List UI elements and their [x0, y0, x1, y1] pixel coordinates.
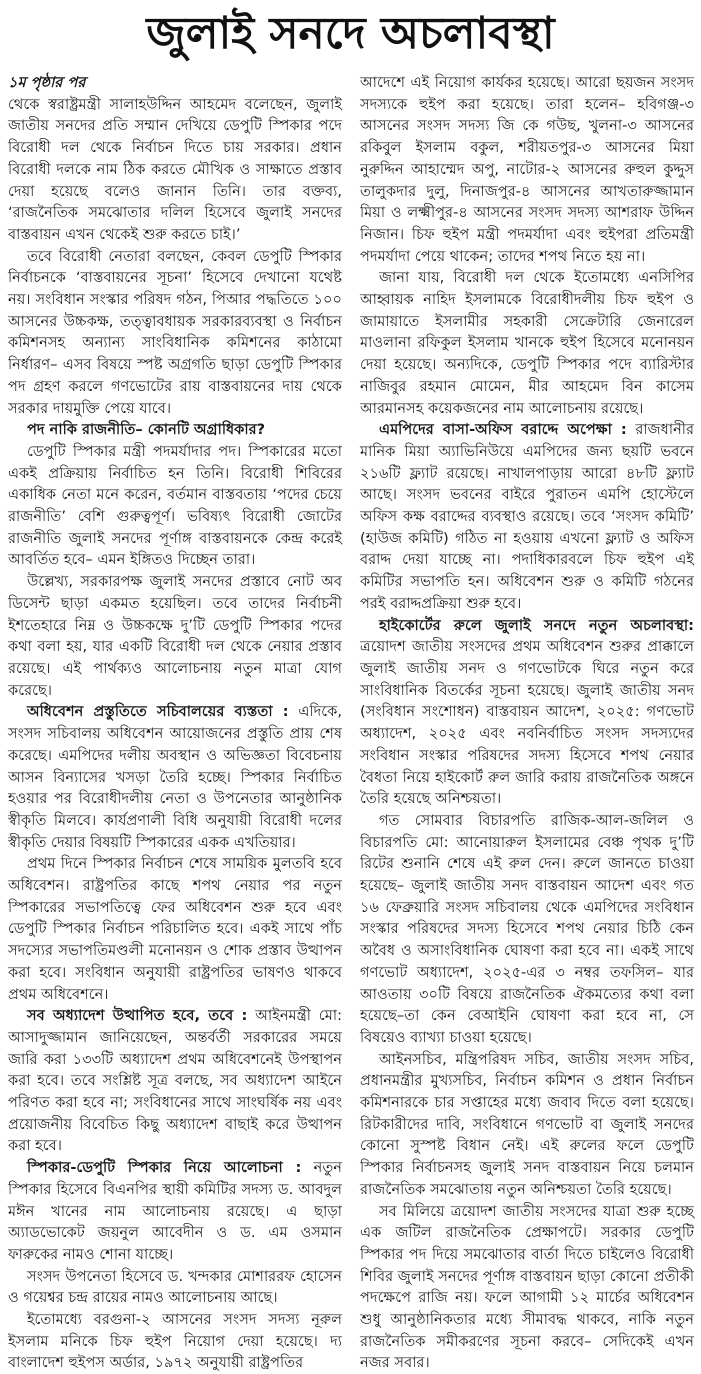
paragraph: তবে বিরোধী নেতারা বলছেন, কেবল ডেপুটি স্পিকার নির্বাচনকে ‘বাস্তবায়নের সূচনা’ হিসেবে দেখানো যথেষ্ট নয়। সংবিধান সংস্কার পরিষদ গঠন, পিআর পদ্ধতিতে ১০০ আসনের উচ্চকক্ষ, তত্ত্বাবধায়ক সরকারব্যবস্থা ও নির্বাচন কমিশনসহ অন্যান্য সাংবিধানিক কমিশনের কাঠামো নির্ধারণ– এসব বিষয়ে স্পষ্ট অগ্রগতি ছাড়া ডেপুটি স্পিকার পদ গ্রহণ করলে গণভোটের রায় বাস্তবায়নের দায় থেকে সরকার দায়মুক্তি পেয়ে যাবে।	[8, 247, 342, 417]
headline: জুলাই সনদে অচলাবস্থা	[146, 8, 555, 59]
article-column-right	[360, 72, 694, 1374]
paragraph: আইনসচিব, মন্ত্রিপরিষদ সচিব, জাতীয় সংসদ সচিব, প্রধানমন্ত্রীর মুখ্যসচিব, নির্বাচন কমিশন ও প্রধান নির্বাচন কমিশনারকে চার সপ্তাহের মধ্যে জবাব দিতে বলা হয়েছে। রিটকারীদের দাবি, সংবিধানে গণভোট বা জুলাই সনদের কোনো সুস্পষ্ট বিধান নেই। এই রুলের ফলে ডেপুটি স্পিকার নির্বাচনসহ জুলাই সনদ বাস্তবায়ন নিয়ে চলমান রাজনৈতিক সমঝোতায় নতুন অনিশ্চয়তা তৈরি হয়েছে।	[360, 1050, 694, 1198]
paragraph: জানা যায়, বিরোধী দল থেকে ইতোমধ্যে এনসিপির আহ্বায়ক নাহিদ ইসলামকে বিরোধীদলীয় চিফ হুইপ ও জামায়াতে ইসলামীর সহকারী সেক্রেটারি জেনারেল মাওলানা রফিকুল ইসলাম খানকে হুইপ হিসেবে মনোনয়ন দেয়া হয়েছে। অন্যদিকে, ডেপুটি স্পিকার পদে ব্যারিস্টার নাজিবুর রহমান মোমেন, মীর আহমেদ বিন কাসেম আরমানসহ কয়েকজনের নাম আলোচনায় রয়েছে।	[360, 269, 694, 417]
paragraph-lead: এমপিদের বাসা-অফিস বরাদ্দে অপেক্ষা :	[378, 421, 627, 439]
paragraph-text: রাজধানীর মানিক মিয়া অ্যাভিনিউয়ে এমপিদের জন্য ছয়টি ভবনে ২১৬টি ফ্ল্যাট রয়েছে। নাখালপাড়ায় আরো ৪৮টি ফ্ল্যাট আছে। সংসদ ভবনের বাইরে পুরাতন এমপি হোস্টেলে অফিস কক্ষ বরাদ্দের ব্যবস্থাও রয়েছে। তবে ‘সংসদ কমিটি’ (হাউজ কমিটি) গঠিত না হওয়ায় এখনো ফ্ল্যাট ও অফিস বরাদ্দ দেয়া যাচ্ছে না। পদাধিকারবলে চিফ হুইপ এই কমিটির সভাপতি হন। অধিবেশন শুরু ও কমিটি গঠনের পরই বরাদ্দপ্রক্রিয়া শুরু হবে।	[360, 421, 694, 612]
continuation-kicker: ১ম পৃষ্ঠার পর	[8, 74, 86, 91]
paragraph	[8, 1157, 342, 1266]
paragraph: গত সোমবার বিচারপতি রাজিক-আল-জলিল ও বিচারপতি মো: আনোয়ারুল ইসলামের বেঞ্চ পৃথক দু’টি রিটের শুনানি শেষে এই রুল দেন। রুলে জানতে চাওয়া হয়েছে– জুলাই জাতীয় সনদ বাস্তবায়ন আদেশ এবং গত ১৬ ফেব্রুয়ারি সংসদ সচিবালয় থেকে এমপিদের সংবিধান সংস্কার পরিষদের সদস্য হিসেবে শপথ নেয়ার চিঠি কেন অবৈধ ও অসাংবিধানিক ঘোষণা করা হবে না। একই সাথে গণভোট অধ্যাদেশ, ২০২৫-এর ৩ নম্বর তফসিল– যার আওতায় ৩০টি বিষয়ে রাজনৈতিক ঐকমত্যের কথা বলা হয়েছে–তা কেন বেআইনি ঘোষণা করা হবে না, সে বিষয়েও ব্যাখ্যা চাওয়া হয়েছে।	[360, 811, 694, 1046]
paragraph-text: ত্রয়োদশ জাতীয় সংসদের প্রথম অধিবেশন শুরুর প্রাক্কালে জুলাই জাতীয় সনদ ও গণভোটকে ঘিরে নতুন করে সাংবিধানিক বিতর্কের সূচনা হয়েছে। জুলাই জাতীয় সনদ (সংবিধান সংশোধন) বাস্তবায়ন আদেশ, ২০২৫: গণভোট অধ্যাদেশ, ২০২৫ এবং নবনির্বাচিত সংসদ সদস্যদের সংবিধান সংস্কার পরিষদের সদস্য হিসেবে শপথ নেয়ার বৈধতা নিয়ে হাইকোর্ট রুল জারি করায় রাজনৈতিক অঙ্গনে তৈরি হয়েছে অনিশ্চয়তা।	[360, 638, 694, 808]
paragraph: ইতোমধ্যে বরগুনা-২ আসনের সংসদ সদস্য নূরুল ইসলাম মনিকে চিফ হুইপ নিয়োগ দেয়া হয়েছে। দ্য বাংলাদেশ হুইপস অর্ডার, ১৯৭২ অনুযায়ী রাষ্ট্রপতির	[8, 1311, 342, 1372]
paragraph-lead: অধিবেশন প্রস্তুতিতে সচিবালয়ের ব্যস্ততা :	[26, 703, 289, 721]
paragraph-lead: হাইকোর্টের রুলে জুলাই সনদে নতুন অচলাবস্থা:	[378, 616, 694, 634]
paragraph-lead: স্পিকার-ডেপুটি স্পিকার নিয়ে আলোচনা :	[26, 1159, 302, 1177]
paragraph: উল্লেখ্য, সরকারপক্ষ জুলাই সনদের প্রস্তাবে নোট অব ডিসেন্ট ছাড়া একমত হয়েছিল। তবে তাদের নির্বাচনী ইশতেহারে নিম্ন ও উচ্চকক্ষে দু’টি ডেপুটি স্পিকার পদের কথা বলা হয়, যার একটি বিরোধী দল থেকে নেয়ার প্রস্তাব রয়েছে। এই পার্থক্যও আলোচনায় নতুন মাত্রা যোগ করেছে।	[8, 573, 342, 699]
paragraph-text: এদিকে, সংসদ সচিবালয় অধিবেশন আয়োজনের প্রস্তুতি প্রায় শেষ করেছে। এমপিদের দলীয় অবস্থান ও অভিজ্ঞতা বিবেচনায় আসন বিন্যাসের খসড়া তৈরি হচ্ছে। স্পিকার নির্বাচিত হওয়ার পর বিরোধীদলীয় নেতা ও উপনেতার আনুষ্ঠানিক স্বীকৃতি মিলবে। কার্যপ্রণালী বিধি অনুযায়ী বিরোধী দলের স্বীকৃতি দেয়ার বিষয়টি স্পিকারের একক এখতিয়ার।	[8, 703, 342, 851]
paragraph	[8, 1005, 342, 1157]
paragraph	[360, 615, 694, 810]
paragraph-lead: সব অধ্যাদেশ উত্থাপিত হবে, তবে :	[26, 1007, 248, 1025]
article-column-left	[8, 72, 342, 1374]
paragraph: সংসদ উপনেতা হিসেবে ড. খন্দকার মোশাররফ হোসেন ও গয়েশ্বর চন্দ্র রায়ের নামও আলোচনায় আছে।	[8, 1267, 342, 1307]
paragraph-text: নতুন স্পিকার হিসেবে বিএনপির স্থায়ী কমিটির সদস্য ড. আবদুল মঈন খানের নাম আলোচনায় রয়েছে। এ ছাড়া অ্যাডভোকেট জয়নুল আবেদীন ও ড. এম ওসমান ফারুকের নামও শোনা যাচ্ছে।	[8, 1159, 342, 1263]
paragraph: ডেপুটি স্পিকার মন্ত্রী পদমর্যাদার পদ। স্পিকারের মতো একই প্রক্রিয়ায় নির্বাচিত হন তিনি। বিরোধী শিবিরের একাধিক নেতা মনে করেন, বর্তমান বাস্তবতায় ‘পদের চেয়ে রাজনীতি’ বেশি গুরুত্বপূর্ণ। ভবিষ্যৎ বিরোধী জোটের রাজনীতি জুলাই সনদের পূর্ণাঙ্গ বাস্তবায়নকে কেন্দ্র করেই আবর্তিত হবে– এমন ইঙ্গিতও দিচ্ছেন তারা।	[8, 442, 342, 569]
paragraph-text: আইনমন্ত্রী মো: আসাদুজ্জামান জানিয়েছেন, অন্তর্বর্তী সরকারের সময়ে জারি করা ১৩৩টি অধ্যাদেশ প্রথম অধিবেশনেই উপস্থাপন করা হবে। তবে সংশ্লিষ্ট সূত্র বলছে, সব অধ্যাদেশ আইনে পরিণত করা হবে না; সংবিধানের সাথে সাংঘর্ষিক নয় এবং প্রয়োজনীয় বিবেচিত কিছু অধ্যাদেশ বাছাই করে উত্থাপন করা হবে।	[8, 1007, 342, 1155]
paragraph: আদেশে এই নিয়োগ কার্যকর হয়েছে। আরো ছয়জন সংসদ সদস্যকে হুইপ করা হয়েছে। তারা হলেন– হবিগঞ্জ-৩ আসনের সংসদ সদস্য জি কে গউছ, খুলনা-৩ আসনের রকিবুল ইসলাম বকুল, শরীয়তপুর-৩ আসনের মিয়া নুরুদ্দিন আহাম্মেদ অপু, নাটোর-২ আসনের রুহুল কুদ্দুস তালুকদার দুলু, দিনাজপুর-৪ আসনের আখতারুজ্জামান মিয়া ও লক্ষ্মীপুর-৪ আসনের সংসদ সদস্য আশরাফ উদ্দিন নিজান। চিফ হুইপ মন্ত্রী পদমর্যাদা এবং হুইপরা প্রতিমন্ত্রী পদমর্যাদা পেয়ে থাকেন; তাদের শপথ নিতে হয় না।	[360, 74, 694, 265]
subheading: পদ নাকি রাজনীতি– কোনটি অগ্রাধিকার?	[26, 421, 266, 439]
paragraph: থেকে স্বরাষ্ট্রমন্ত্রী সালাহউদ্দিন আহমেদ বলেছেন, জুলাই জাতীয় সনদের প্রতি সম্মান দেখিয়ে ডেপুটি স্পিকার পদে বিরোধী দল থেকে নির্বাচন দিতে চায় সরকার। প্রধান বিরোধী দলকে নাম ঠিক করতে মৌখিক ও সাক্ষাতে প্রস্তাব দেয়া হয়েছে বলেও জানান তিনি। তার বক্তব্য, ‘রাজনৈতিক সমঝোতার দলিল হিসেবে জুলাই সনদের বাস্তবায়ন এখন থেকেই শুরু করতে চাই।’	[8, 95, 342, 243]
paragraph: প্রথম দিনে স্পিকার নির্বাচন শেষে সাময়িক মুলতবি হবে অধিবেশন। রাষ্ট্রপতির কাছে শপথ নেয়ার পর নতুন স্পিকারের সভাপতিত্বে ফের অধিবেশন শুরু হবে এবং ডেপুটি স্পিকার নির্বাচন পরিচালিত হবে। একই সাথে পাঁচ সদস্যের সভাপতিমণ্ডলী মনোনয়ন ও শোক প্রস্তাব উত্থাপন করা হবে। সংবিধান অনুযায়ী রাষ্ট্রপতির ভাষণও থাকবে প্রথম অধিবেশনে।	[8, 855, 342, 1003]
paragraph: সব মিলিয়ে ত্রয়োদশ জাতীয় সংসদের যাত্রা শুরু হচ্ছে এক জটিল রাজনৈতিক প্রেক্ষাপটে। সরকার ডেপুটি স্পিকার পদ দিয়ে সমঝোতার বার্তা দিতে চাইলেও বিরোধী শিবির জুলাই সনদের পূর্ণাঙ্গ বাস্তবায়ন ছাড়া কোনো প্রতীকী পদক্ষেপে রাজি নয়। ফলে আগামী ১২ মার্চের অধিবেশন শুধু আনুষ্ঠানিকতার মধ্যে সীমাবদ্ধ থাকবে, নাকি নতুন রাজনৈতিক সমীকরণের সূচনা করবে– সেদিকেই এখন নজর সবার।	[360, 1202, 694, 1372]
paragraph	[8, 701, 342, 853]
paragraph	[360, 419, 694, 614]
